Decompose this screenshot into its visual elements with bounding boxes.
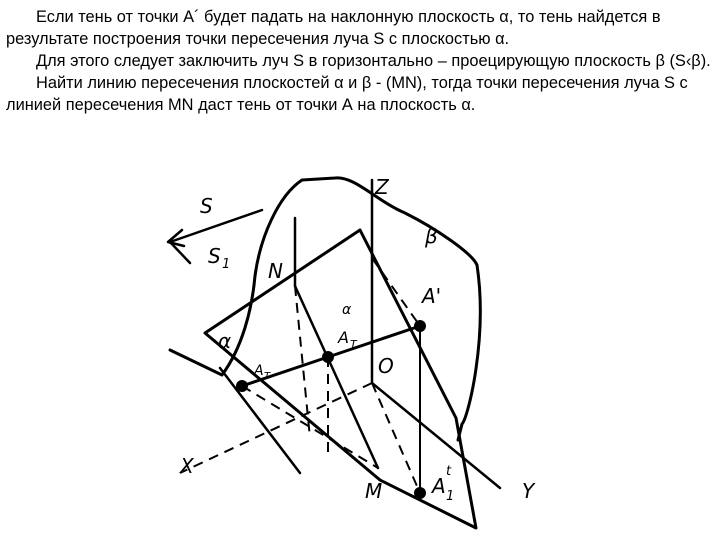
line-mn — [295, 286, 378, 468]
plane-alpha-lower-edge — [220, 368, 300, 473]
axis-y — [372, 383, 500, 488]
dashed-x-axis — [180, 383, 372, 473]
label-x: X — [180, 454, 194, 478]
label-a-t: A — [338, 328, 349, 347]
label-a-t-sub: T — [350, 338, 357, 351]
ray-s — [170, 210, 262, 242]
shadow-construction-figure — [150, 168, 570, 538]
point-a1 — [414, 487, 426, 499]
point-a-t-left — [236, 380, 248, 392]
label-y: Y — [522, 479, 535, 503]
paragraph-3: Найти линию пересечения плоскостей α и β - (MN), тогда точки пересечения луча S с линией пересечения MN даст тень от точки А на плоскость α. — [6, 74, 688, 114]
label-z: Z — [375, 175, 389, 199]
label-o: O — [378, 354, 394, 378]
label-m: M — [365, 479, 383, 503]
point-a-t-mid — [322, 351, 334, 363]
paragraph-2: Для этого следует заключить луч S в горизонтально – проецирующую плоскость β (S‹β). — [36, 52, 711, 70]
label-a1-sup: t — [446, 464, 452, 479]
label-alpha: α — [218, 329, 232, 353]
point-a-prime — [414, 320, 426, 332]
label-s1-sub: 1 — [222, 257, 231, 272]
label-beta: β — [425, 224, 438, 248]
label-a-prime: A' — [422, 284, 442, 308]
label-a1: A — [432, 474, 446, 498]
label-s: S — [200, 194, 213, 218]
figure-canvas — [150, 168, 570, 538]
dashed-beta-trace — [242, 386, 378, 468]
label-n: N — [268, 259, 283, 283]
paragraph-1: Если тень от точки А´ будет падать на наклонную плоскость α, то тень найдется в результате построения точки пересечения луча S с плоскостью α. — [6, 8, 661, 48]
dashed-z-to-a1 — [372, 383, 420, 493]
plane-beta-outline — [170, 178, 480, 440]
label-s1: S — [208, 244, 221, 268]
label-a-t-left: A — [254, 363, 264, 379]
explanation-text — [6, 6, 712, 116]
label-a-t-left-sub: T — [264, 371, 271, 382]
label-alpha-small: α — [342, 302, 352, 318]
label-a1-sub: 1 — [446, 489, 455, 504]
